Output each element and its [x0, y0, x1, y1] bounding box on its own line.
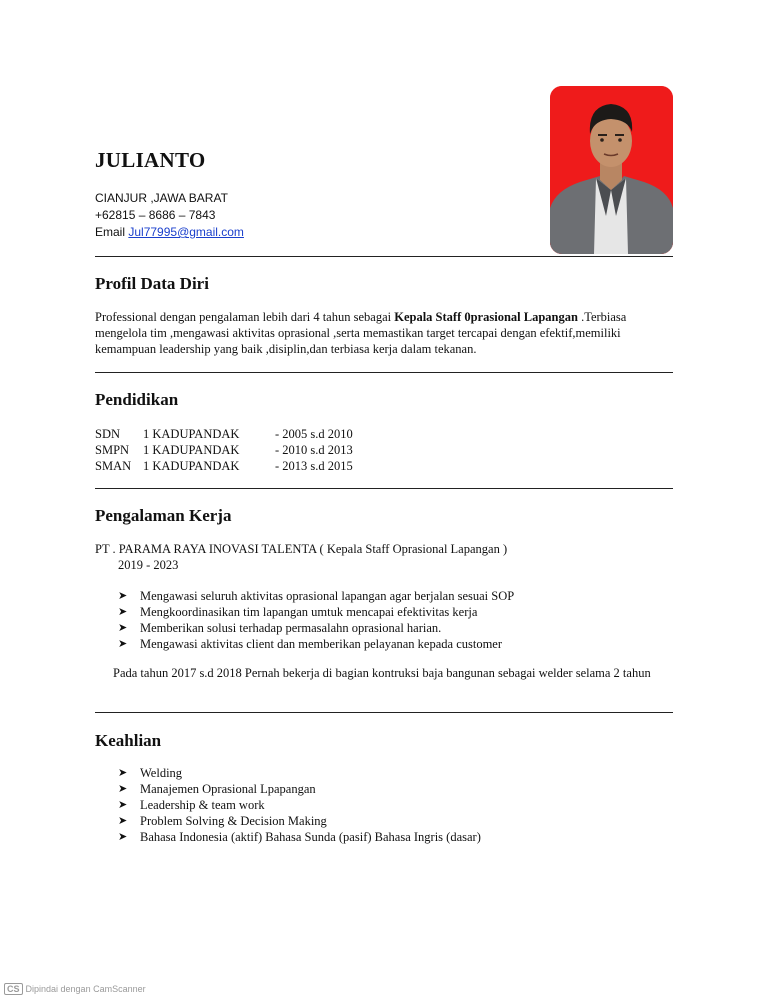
duty-text: Mengawasi seluruh aktivitas oprasional lapangan agar berjalan sesuai SOP [140, 589, 515, 603]
arrowhead-bullet-icon: ➤ [118, 830, 128, 843]
duties-list [118, 588, 514, 652]
education-years: - 2013 s.d 2015 [275, 459, 353, 473]
profile-divider [95, 372, 673, 373]
profile-summary [95, 309, 673, 357]
experience-divider [95, 712, 673, 713]
education-level: SMAN [95, 459, 132, 473]
address: CIANJUR ,JAWA BARAT [95, 191, 228, 205]
email-line [95, 224, 244, 241]
profile-photo [550, 86, 673, 254]
scanner-watermark [4, 983, 146, 995]
education-years: - 2010 s.d 2013 [275, 443, 353, 457]
profile-text-rest: .Terbiasa mengelola tim ,mengawasi aktivitas oprasional ,serta memastikan target tercapai dengan efektif,memiliki kemampuan leadership yang baik ,disiplin,dan terbiasa kerja dalam tekanan. [95, 310, 627, 356]
list-item [118, 781, 481, 797]
education-school: 1 KADUPANDAK [143, 427, 240, 441]
arrowhead-bullet-icon: ➤ [118, 782, 128, 795]
skill-text: Problem Solving & Decision Making [140, 814, 327, 828]
company-name: PT . PARAMA RAYA INOVASI TALENTA ( Kepala Staff Oprasional Lapangan ) [95, 542, 508, 556]
list-item [118, 636, 514, 652]
skill-text: Bahasa Indonesia (aktif) Bahasa Sunda (pasif) Bahasa Ingris (dasar) [140, 830, 481, 844]
profile-heading: Profil Data Diri [95, 274, 209, 293]
skills-list [118, 765, 481, 845]
employment-period: 2019 - 2023 [118, 558, 179, 572]
list-item [118, 797, 481, 813]
previous-work-note: Pada tahun 2017 s.d 2018 Pernah bekerja di bagian kontruksi baja bangunan sebagai welder selama 2 tahun [113, 666, 651, 680]
list-item [118, 620, 514, 636]
education-school: 1 KADUPANDAK [143, 443, 240, 457]
arrowhead-bullet-icon: ➤ [118, 637, 128, 650]
watermark-text: Dipindai dengan CamScanner [25, 984, 146, 994]
list-item [118, 829, 481, 845]
profile-role-highlight: Kepala Staff 0prasional Lapangan [394, 310, 578, 324]
list-item [118, 604, 514, 620]
education-heading: Pendidikan [95, 390, 179, 409]
arrowhead-bullet-icon: ➤ [118, 621, 128, 634]
education-school: 1 KADUPANDAK [143, 459, 240, 473]
profile-text-intro: Professional dengan pengalaman lebih dari 4 tahun sebagai [95, 310, 395, 324]
email-link[interactable]: Jul77995@gmail.com [128, 225, 244, 239]
list-item [118, 813, 481, 829]
email-label: Email [95, 225, 126, 239]
arrowhead-bullet-icon: ➤ [118, 605, 128, 618]
arrowhead-bullet-icon: ➤ [118, 814, 128, 827]
skill-text: Leadership & team work [140, 798, 265, 812]
skills-heading: Keahlian [95, 731, 162, 750]
list-item [118, 588, 514, 604]
duty-text: Mengawasi aktivitas client dan memberikan pelayanan kepada customer [140, 637, 503, 651]
skill-text: Manajemen Oprasional Lpapangan [140, 782, 316, 796]
skill-text: Welding [140, 766, 183, 780]
camscanner-logo-icon: CS [4, 983, 23, 995]
education-level: SMPN [95, 443, 130, 457]
candidate-name: JULIANTO [95, 148, 206, 172]
arrowhead-bullet-icon: ➤ [118, 766, 128, 779]
contact-block [95, 190, 244, 241]
duty-text: Memberikan solusi terhadap permasalahn oprasional harian. [140, 621, 442, 635]
phone-number: +62815 – 8686 – 7843 [95, 208, 216, 222]
education-years: - 2005 s.d 2010 [275, 427, 353, 441]
header-divider [95, 256, 673, 257]
education-divider [95, 488, 673, 489]
list-item [118, 765, 481, 781]
duty-text: Mengkoordinasikan tim lapangan umtuk mencapai efektivitas kerja [140, 605, 478, 619]
experience-heading: Pengalaman Kerja [95, 506, 232, 525]
arrowhead-bullet-icon: ➤ [118, 798, 128, 811]
education-level: SDN [95, 427, 121, 441]
arrowhead-bullet-icon: ➤ [118, 589, 128, 602]
